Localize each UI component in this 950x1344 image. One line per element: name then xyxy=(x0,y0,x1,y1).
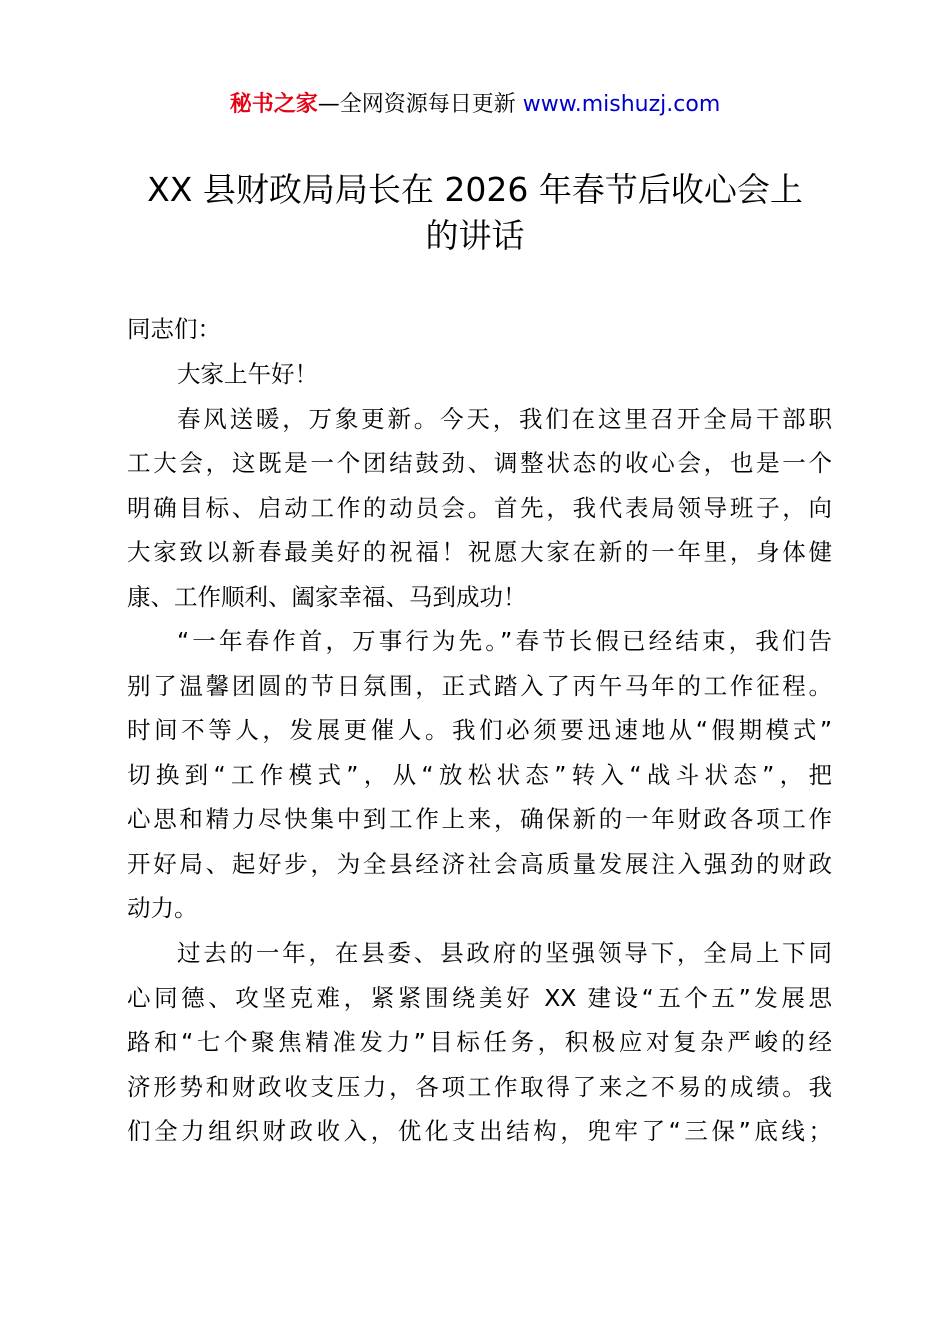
body-line: 开好局、起好步，为全县经济社会高质量发展注入强劲的财政 xyxy=(127,850,832,878)
body-line: 路和“七个聚焦精准发力”目标任务，积极应对复杂严峻的经 xyxy=(127,1028,832,1056)
body-line: 明确目标、启动工作的动员会。首先，我代表局领导班子，向 xyxy=(127,494,832,522)
brand-name: 秘书之家 xyxy=(229,92,318,117)
site-slogan: —全网资源每日更新 xyxy=(317,92,516,117)
body-line: 工大会，这既是一个团结鼓劲、调整状态的收心会，也是一个 xyxy=(127,449,832,477)
body-line: 时间不等人，发展更催人。我们必须要迅速地从“假期模式” xyxy=(127,716,832,744)
body-line: 过去的一年，在县委、县政府的坚强领导下，全局上下同 xyxy=(177,939,832,967)
body-line: 切换到“工作模式”，从“放松状态”转入“战斗状态”，把 xyxy=(127,761,832,789)
body-line: 别了温馨团圆的节日氛围，正式踏入了丙午马年的工作征程。 xyxy=(127,672,832,700)
body-line: 心思和精力尽快集中到工作上来，确保新的一年财政各项工作 xyxy=(127,805,832,833)
body-line: 济形势和财政收支压力，各项工作取得了来之不易的成绩。我 xyxy=(127,1073,832,1101)
body-line: 春风送暖，万象更新。今天，我们在这里召开全局干部职 xyxy=(177,405,832,433)
salutation: 同志们： xyxy=(127,315,221,343)
body-line: 大家上午好！ xyxy=(177,360,318,388)
body-line: 动力。 xyxy=(127,894,198,922)
document-title-line-2: 的讲话 xyxy=(425,216,525,255)
site-header xyxy=(0,88,950,122)
body-line: 们全力组织财政收入，优化支出结构，兜牢了“三保”底线； xyxy=(127,1117,832,1145)
body-line: 大家致以新春最美好的祝福！祝愿大家在新的一年里，身体健 xyxy=(127,538,832,566)
site-url-link[interactable]: www.mishuzj.com xyxy=(522,92,721,117)
body-line: 康、工作顺利、阖家幸福、马到成功！ xyxy=(127,583,527,611)
body-line: “一年春作首，万事行为先。”春节长假已经结束，我们告 xyxy=(177,627,832,655)
document-title-line-1: XX 县财政局局长在 2026 年春节后收心会上 xyxy=(147,170,803,209)
body-line: 心同德、攻坚克难，紧紧围绕美好 XX 建设“五个五”发展思 xyxy=(127,984,832,1012)
